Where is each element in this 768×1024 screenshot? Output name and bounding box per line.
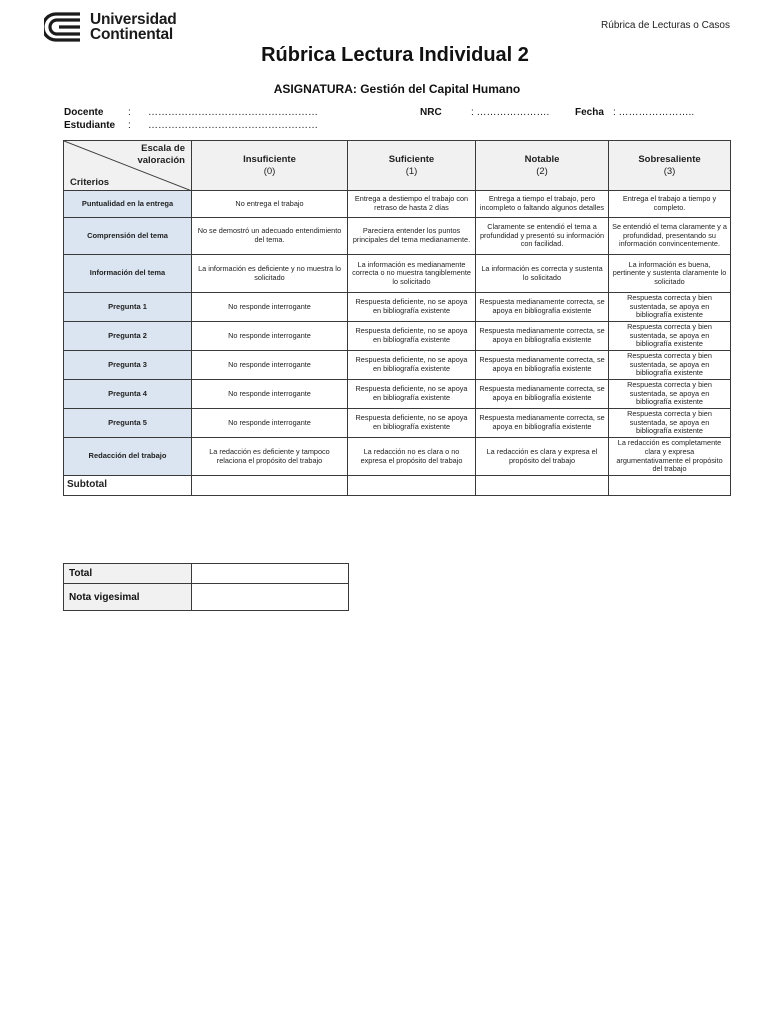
descriptor-cell[interactable]: Respuesta medianamente correcta, se apoya en bibliografía existente	[476, 351, 609, 380]
subtotal-cell[interactable]	[476, 476, 609, 496]
rubric-table	[63, 140, 731, 496]
descriptor-cell[interactable]: Respuesta medianamente correcta, se apoya en bibliografía existente	[476, 293, 609, 322]
table-row	[64, 191, 731, 218]
descriptor-cell[interactable]: Entrega el trabajo a tiempo y completo.	[609, 191, 731, 218]
criterion-cell: Puntualidad en la entrega	[64, 191, 192, 218]
logo-line-1: Universidad	[90, 11, 177, 28]
table-row	[64, 409, 731, 438]
table-row	[64, 322, 731, 351]
header-doc-type: Rúbrica de Lecturas o Casos	[601, 20, 730, 31]
table-row	[64, 218, 731, 255]
scale-heading: Escala de valoración	[137, 143, 185, 166]
descriptor-cell[interactable]: Pareciera entender los puntos principales del tema medianamente.	[348, 218, 476, 255]
fecha-label: Fecha	[575, 107, 604, 118]
scale-insuficiente: Insuficiente (0)	[192, 141, 348, 191]
descriptor-cell[interactable]: La información es deficiente y no muestra lo solicitado	[192, 255, 348, 293]
descriptor-cell[interactable]: La información es buena, pertinente y sustenta claramente lo solicitado	[609, 255, 731, 293]
descriptor-cell[interactable]: Respuesta correcta y bien sustentada, se apoya en bibliografía existente	[609, 409, 731, 438]
criterion-cell: Pregunta 4	[64, 380, 192, 409]
descriptor-cell[interactable]: No responde interrogante	[192, 409, 348, 438]
nrc-field[interactable]: : ………………….	[471, 107, 550, 118]
table-row	[64, 255, 731, 293]
table-row	[64, 380, 731, 409]
criterion-cell: Redacción del trabajo	[64, 438, 192, 476]
estudiante-field[interactable]: ……………………………………………	[148, 120, 318, 131]
page-title: Rúbrica Lectura Individual 2	[261, 44, 529, 66]
descriptor-cell[interactable]: Respuesta correcta y bien sustentada, se apoya en bibliografía existente	[609, 293, 731, 322]
nota-vigesimal-label: Nota vigesimal	[64, 584, 192, 611]
subtotal-cell[interactable]	[192, 476, 348, 496]
descriptor-cell[interactable]: No responde interrogante	[192, 351, 348, 380]
university-logo	[44, 10, 177, 44]
descriptor-cell[interactable]: La redacción es deficiente y tampoco relaciona el propósito del trabajo	[192, 438, 348, 476]
subtotal-cell[interactable]	[609, 476, 731, 496]
nota-row	[64, 584, 349, 611]
criteria-heading: Criterios	[70, 177, 110, 189]
nrc-label: NRC	[420, 107, 442, 118]
descriptor-cell[interactable]: No entrega el trabajo	[192, 191, 348, 218]
descriptor-cell[interactable]: No responde interrogante	[192, 293, 348, 322]
table-row	[64, 351, 731, 380]
docente-field[interactable]: ……………………………………………	[148, 107, 318, 118]
descriptor-cell[interactable]: Respuesta medianamente correcta, se apoya en bibliografía existente	[476, 380, 609, 409]
logo-text	[90, 12, 177, 42]
scale-notable: Notable (2)	[476, 141, 609, 191]
descriptor-cell[interactable]: Respuesta deficiente, no se apoya en bibliografía existente	[348, 380, 476, 409]
descriptor-cell[interactable]: Se entendió el tema claramente y a profundidad, presentando su información convincentemente.	[609, 218, 731, 255]
corner-header-cell	[64, 141, 192, 191]
descriptor-cell[interactable]: Respuesta correcta y bien sustentada, se apoya en bibliografía existente	[609, 351, 731, 380]
docente-colon: :	[128, 107, 131, 118]
descriptor-cell[interactable]: Respuesta correcta y bien sustentada, se apoya en bibliografía existente	[609, 380, 731, 409]
total-label: Total	[64, 564, 192, 584]
descriptor-cell[interactable]: No responde interrogante	[192, 322, 348, 351]
scale-sobresaliente: Sobresaliente (3)	[609, 141, 731, 191]
scale-header-row	[64, 141, 731, 191]
docente-label: Docente	[64, 107, 104, 118]
descriptor-cell[interactable]: Entrega a destiempo el trabajo con retraso de hasta 2 días	[348, 191, 476, 218]
subtotal-row	[64, 476, 731, 496]
estudiante-label: Estudiante	[64, 120, 116, 131]
table-row	[64, 293, 731, 322]
descriptor-cell[interactable]: Respuesta deficiente, no se apoya en bibliografía existente	[348, 293, 476, 322]
total-row	[64, 564, 349, 584]
descriptor-cell[interactable]: La redacción es completamente clara y expresa argumentativamente el propósito del trabajo	[609, 438, 731, 476]
descriptor-cell[interactable]: Respuesta medianamente correcta, se apoya en bibliografía existente	[476, 409, 609, 438]
descriptor-cell[interactable]: Respuesta correcta y bien sustentada, se apoya en bibliografía existente	[609, 322, 731, 351]
criterion-cell: Comprensión del tema	[64, 218, 192, 255]
logo-mark-icon	[44, 11, 84, 43]
estudiante-colon: :	[128, 120, 131, 131]
subtotal-cell[interactable]	[348, 476, 476, 496]
descriptor-cell[interactable]: Entrega a tiempo el trabajo, pero incompleto o faltando algunos detalles	[476, 191, 609, 218]
descriptor-cell[interactable]: La información es correcta y sustenta lo solicitado	[476, 255, 609, 293]
descriptor-cell[interactable]: Respuesta medianamente correcta, se apoya en bibliografía existente	[476, 322, 609, 351]
criterion-cell: Pregunta 1	[64, 293, 192, 322]
descriptor-cell[interactable]: Respuesta deficiente, no se apoya en bibliografía existente	[348, 351, 476, 380]
descriptor-cell[interactable]: Respuesta deficiente, no se apoya en bibliografía existente	[348, 409, 476, 438]
descriptor-cell[interactable]: Claramente se entendió el tema a profundidad y presentó su información con facilidad.	[476, 218, 609, 255]
logo-line-2: Continental	[90, 26, 174, 43]
criterion-cell: Pregunta 5	[64, 409, 192, 438]
table-row	[64, 438, 731, 476]
scale-suficiente: Suficiente (1)	[348, 141, 476, 191]
criterion-cell: Pregunta 3	[64, 351, 192, 380]
nota-vigesimal-cell[interactable]	[192, 584, 349, 611]
descriptor-cell[interactable]: La redacción no es clara o no expresa el propósito del trabajo	[348, 438, 476, 476]
fecha-field[interactable]: : …………………..	[613, 107, 695, 118]
subtotal-label: Subtotal	[64, 476, 192, 496]
total-value-cell[interactable]	[192, 564, 349, 584]
descriptor-cell[interactable]: Respuesta deficiente, no se apoya en bibliografía existente	[348, 322, 476, 351]
descriptor-cell[interactable]: No responde interrogante	[192, 380, 348, 409]
totals-table	[63, 563, 349, 611]
descriptor-cell[interactable]: La redacción es clara y expresa el propósito del trabajo	[476, 438, 609, 476]
criterion-cell: Información del tema	[64, 255, 192, 293]
criterion-cell: Pregunta 2	[64, 322, 192, 351]
descriptor-cell[interactable]: No se demostró un adecuado entendimiento del tema.	[192, 218, 348, 255]
descriptor-cell[interactable]: La información es medianamente correcta o no muestra tangiblemente lo solicitado	[348, 255, 476, 293]
subject-subtitle: ASIGNATURA: Gestión del Capital Humano	[273, 82, 521, 96]
